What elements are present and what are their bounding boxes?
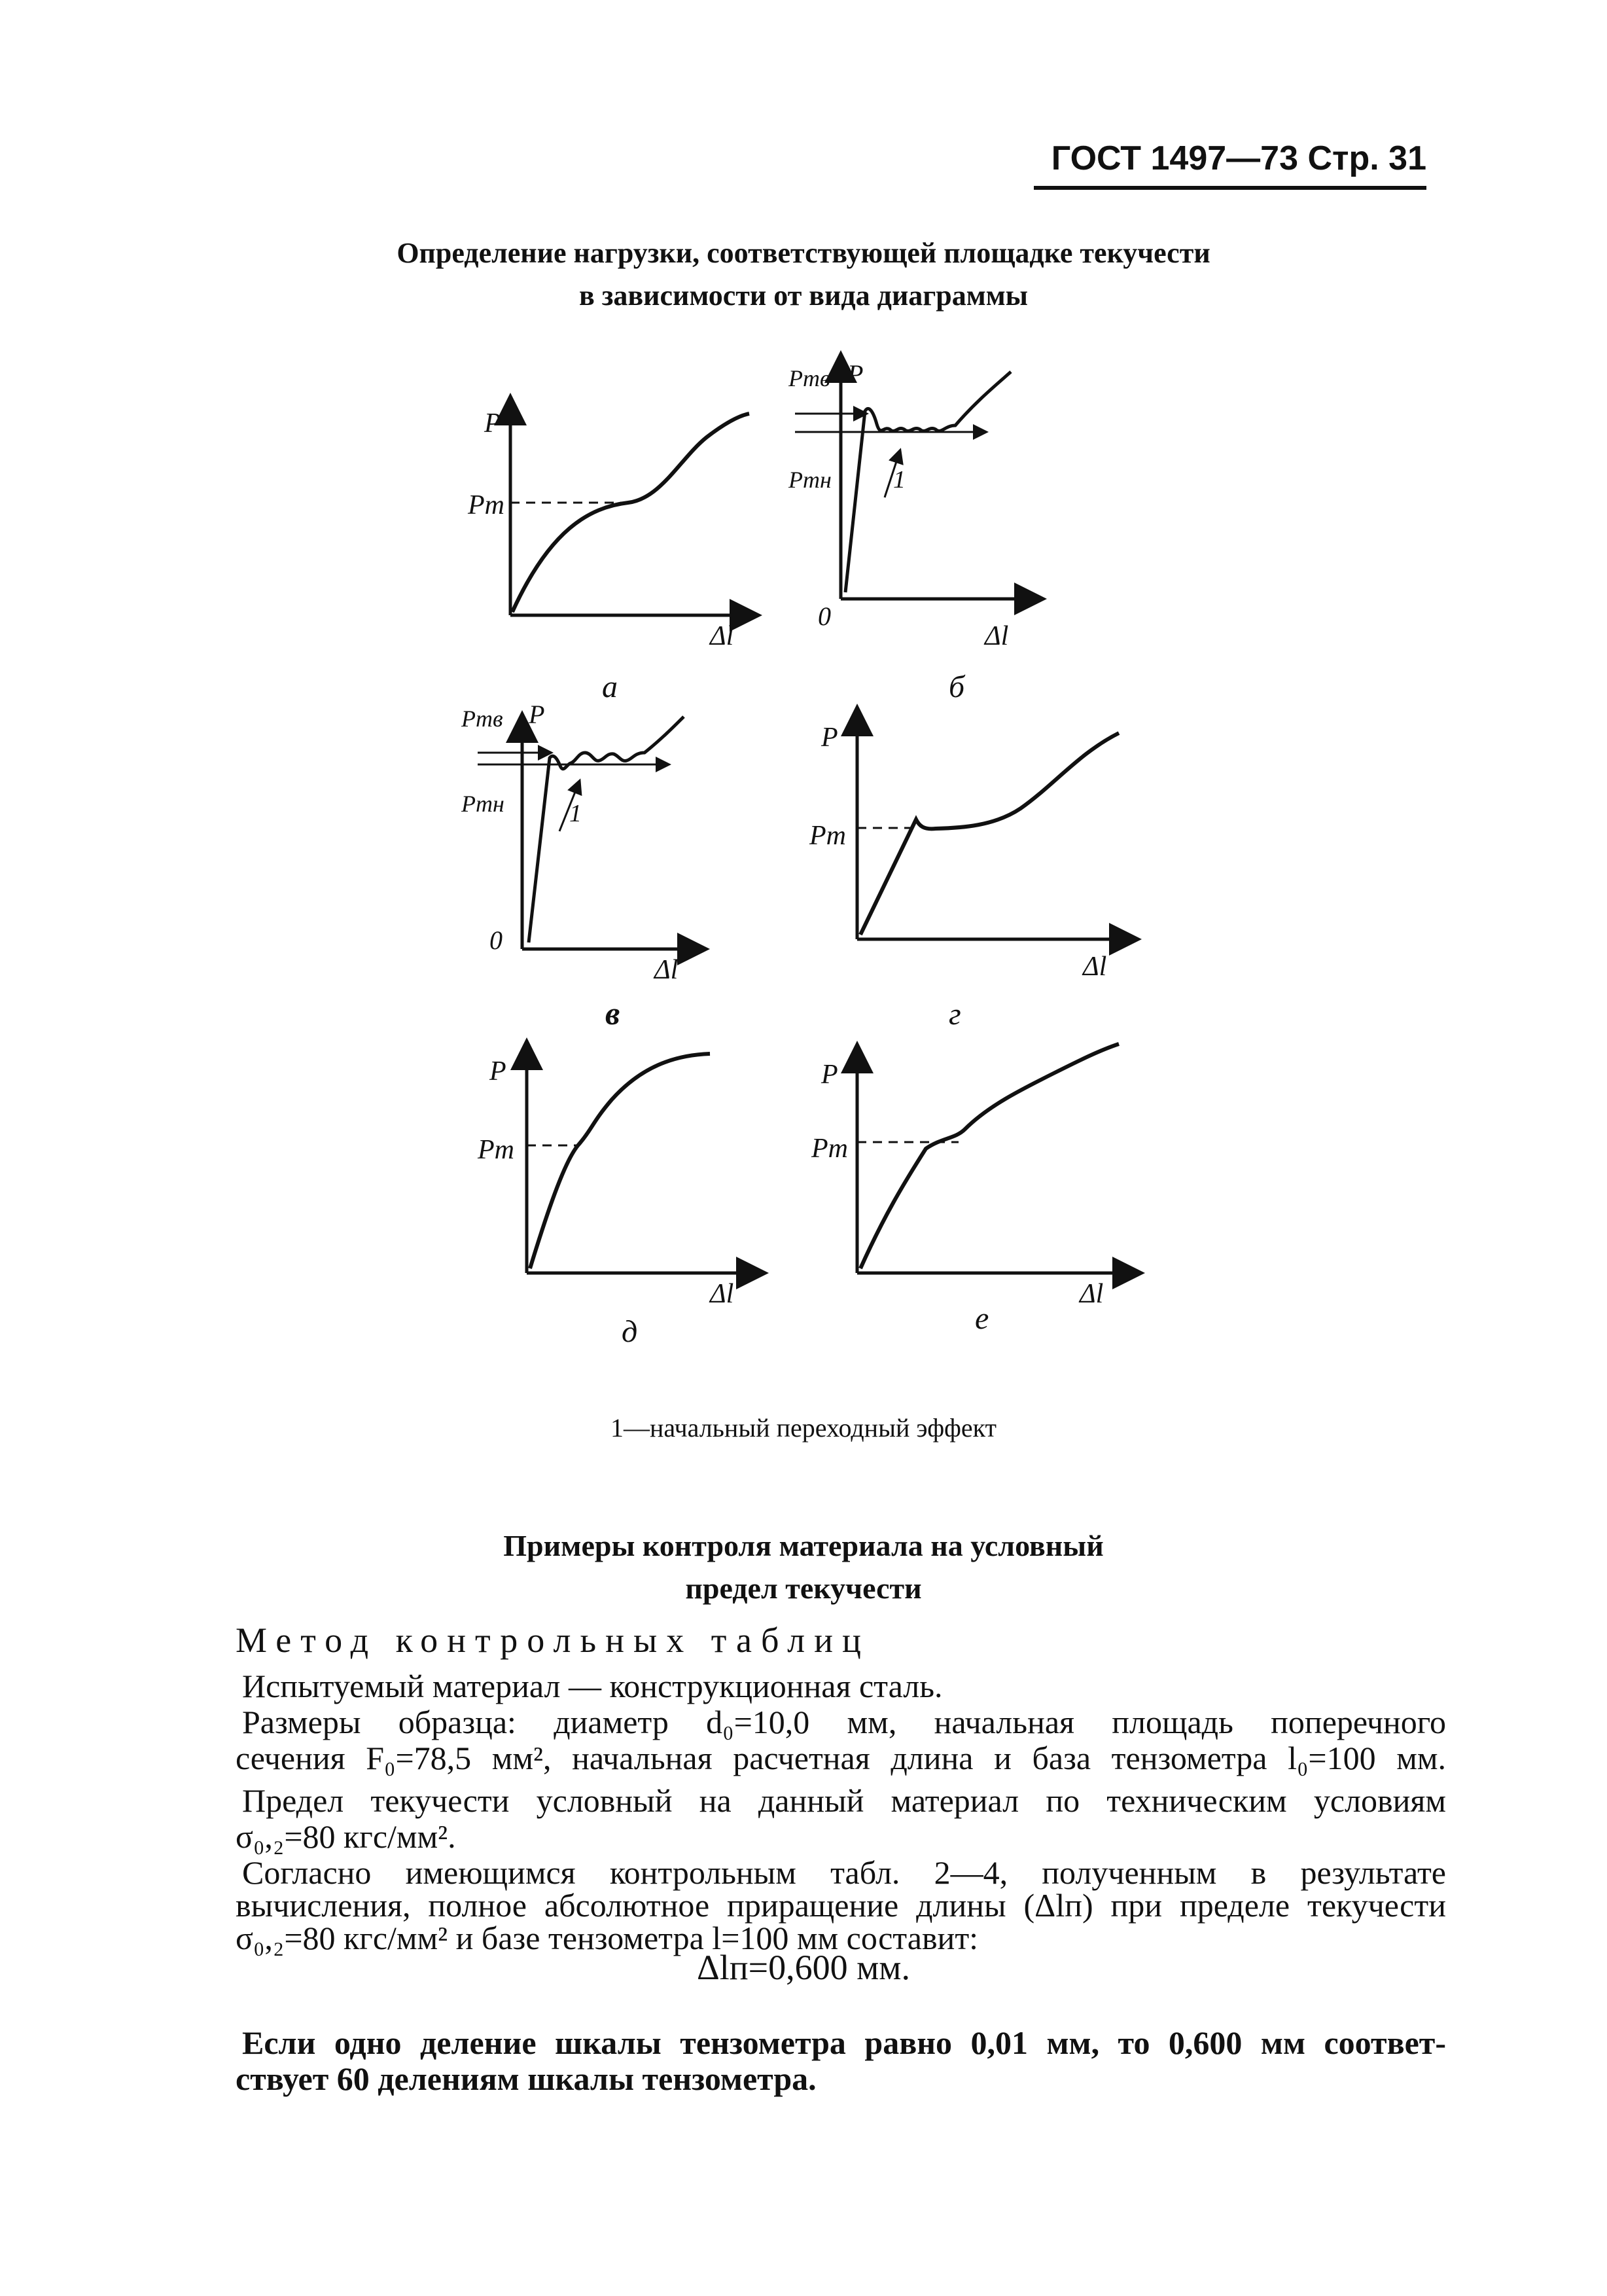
y-axis-label: P xyxy=(489,1056,506,1086)
figure-v xyxy=(461,700,694,1031)
y-axis-label: P xyxy=(821,723,838,753)
paragraph-tables-line-2: вычисления, полное абсолютное приращение длины (Δlп) при пределе текучести xyxy=(236,1887,1446,1924)
y-axis-label: P xyxy=(529,700,545,729)
yield-label: Pт xyxy=(468,490,504,520)
document-number: ГОСТ 1497—73 xyxy=(1051,139,1299,177)
section-title-2-line-2: предел текучести xyxy=(685,1571,922,1605)
method-heading: Метод контрольных таблиц xyxy=(236,1621,870,1660)
figure-e xyxy=(811,1044,1129,1336)
transition-marker: 1 xyxy=(569,800,582,827)
paragraph-scale-line-1: Если одно деление шкалы тензометра равно 0,01 мм, то 0,600 мм соответ- xyxy=(242,2024,1446,2061)
yield-label: Pт xyxy=(478,1135,514,1165)
section-title-line-2: в зависимости от вида диаграммы xyxy=(578,279,1029,312)
figure-g xyxy=(809,720,1125,1031)
figure-a xyxy=(467,408,749,704)
load-curve xyxy=(512,414,749,612)
x-axis-label: Δl xyxy=(654,955,679,985)
paragraph-dimensions-line-2: сечения F₀=78,5 мм², начальная расчетная длина и база тензометра l₀=100 мм. xyxy=(236,1740,1446,1776)
load-curve xyxy=(860,1044,1119,1268)
y-axis-label: P xyxy=(847,359,864,389)
paragraph-tables-line-1: Согласно имеющимся контрольным табл. 2—4, полученным в результате xyxy=(242,1854,1446,1891)
x-axis-label: Δl xyxy=(1080,1279,1104,1309)
y-axis-label: P xyxy=(484,408,501,439)
x-axis-label: Δl xyxy=(710,621,734,651)
upper-yield-label: Pтв xyxy=(788,365,830,391)
load-curve xyxy=(529,717,684,942)
paragraph-scale-line-2: ствует 60 делениям шкалы тензометра. xyxy=(236,2060,817,2097)
upper-yield-label: Pтв xyxy=(461,706,503,732)
figure-caption: б xyxy=(949,670,965,704)
figure-b xyxy=(788,359,1031,704)
load-curve xyxy=(530,1054,710,1268)
origin-label: 0 xyxy=(489,925,503,955)
yield-label: Pт xyxy=(811,1134,848,1164)
figure-caption: а xyxy=(602,670,618,704)
figure-caption: г xyxy=(949,997,961,1031)
x-axis-label: Δl xyxy=(1083,952,1107,982)
figure-caption: д xyxy=(622,1314,638,1349)
section-title-2-line-1: Примеры контроля материала на условный xyxy=(503,1529,1104,1562)
figure-footnote: 1—начальный переходный эффект xyxy=(610,1413,997,1443)
paragraph-dimensions-line-1: Размеры образца: диаметр d₀=10,0 мм, начальная площадь поперечного xyxy=(242,1704,1446,1740)
transition-marker: 1 xyxy=(893,466,906,493)
paragraph-tables-line-3: σ₀,₂=80 кгс/мм² и базе тензометра l=100 мм составит: xyxy=(236,1920,979,1956)
load-curve xyxy=(845,372,1011,592)
section-title-line-1: Определение нагрузки, соответствующей площадке текучести xyxy=(397,237,1210,269)
origin-label: 0 xyxy=(818,601,831,631)
x-axis-label: Δl xyxy=(985,621,1009,651)
x-axis-label: Δl xyxy=(710,1279,734,1309)
yield-label: Pт xyxy=(809,821,846,851)
paragraph-yield-line-1: Предел текучести условный на данный материал по техническим условиям xyxy=(242,1782,1446,1819)
y-axis-label: P xyxy=(821,1060,838,1090)
load-curve xyxy=(860,733,1119,935)
figure-caption: е xyxy=(975,1301,989,1336)
figure-d xyxy=(477,1054,752,1349)
page-number: Стр. 31 xyxy=(1307,139,1426,177)
paragraph-yield-line-2: σ₀,₂=80 кгс/мм². xyxy=(236,1818,456,1855)
lower-yield-label: Pтн xyxy=(788,467,832,493)
paragraph-material: Испытуемый материал — конструкционная сталь. xyxy=(242,1668,943,1704)
figure-caption: в xyxy=(605,995,620,1031)
formula: Δlп=0,600 мм. xyxy=(697,1948,910,1987)
lower-yield-label: Pтн xyxy=(461,791,504,817)
